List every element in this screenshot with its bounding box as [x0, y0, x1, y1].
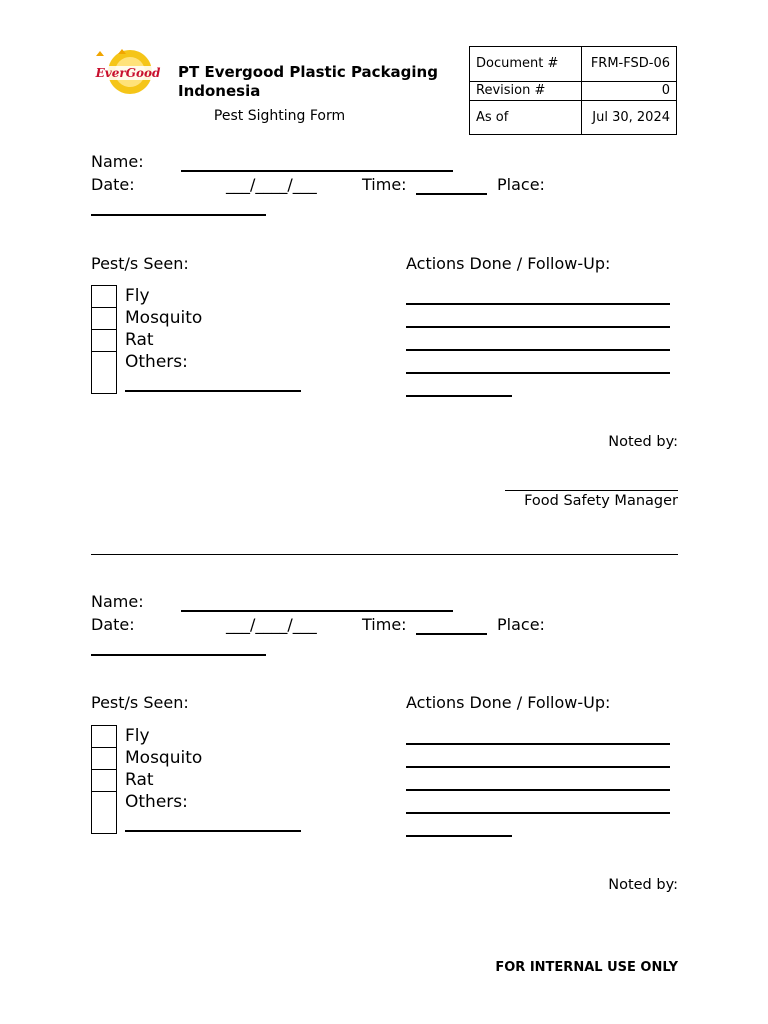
- pests-seen-label: Pest/s Seen:: [91, 693, 189, 712]
- actions-line[interactable]: [406, 372, 670, 374]
- as-of-label: As of: [470, 101, 582, 135]
- date-label: Date:: [91, 615, 135, 634]
- mosquito-checkbox[interactable]: [91, 747, 117, 770]
- date-label: Date:: [91, 175, 135, 194]
- name-field[interactable]: [181, 610, 453, 612]
- others-checkbox[interactable]: [91, 791, 117, 834]
- pest-option-mosquito: Mosquito: [125, 308, 203, 328]
- mosquito-checkbox[interactable]: [91, 307, 117, 330]
- time-label: Time:: [362, 615, 407, 634]
- place-field[interactable]: [91, 214, 266, 216]
- pests-seen-label: Pest/s Seen:: [91, 254, 189, 273]
- place-field[interactable]: [91, 654, 266, 656]
- revision-label: Revision #: [470, 82, 582, 101]
- others-checkbox[interactable]: [91, 351, 117, 394]
- actions-line[interactable]: [406, 812, 670, 814]
- pest-option-mosquito: Mosquito: [125, 748, 203, 768]
- actions-line[interactable]: [406, 349, 670, 351]
- as-of-value: Jul 30, 2024: [582, 101, 677, 135]
- date-field[interactable]: ___/____/___: [226, 615, 317, 634]
- document-number-value: FRM-FSD-06: [582, 47, 677, 82]
- actions-line[interactable]: [406, 303, 670, 305]
- rat-checkbox[interactable]: [91, 769, 117, 792]
- name-field[interactable]: [181, 170, 453, 172]
- document-number-label: Document #: [470, 47, 582, 82]
- actions-line[interactable]: [406, 835, 512, 837]
- svg-text:EverGood: EverGood: [95, 66, 161, 80]
- pest-option-others: Others:: [125, 352, 188, 372]
- noted-by-label: Noted by:: [608, 434, 678, 450]
- pest-option-others: Others:: [125, 792, 188, 812]
- place-label: Place:: [497, 615, 545, 634]
- pest-option-fly: Fly: [125, 286, 150, 306]
- pest-form-section-2: [0, 440, 768, 893]
- fly-checkbox[interactable]: [91, 285, 117, 308]
- actions-label: Actions Done / Follow-Up:: [406, 693, 611, 712]
- date-field[interactable]: ___/____/___: [226, 175, 317, 194]
- actions-line[interactable]: [406, 743, 670, 745]
- noted-by-label: Noted by:: [608, 877, 678, 893]
- place-label: Place:: [497, 175, 545, 194]
- actions-line[interactable]: [406, 789, 670, 791]
- others-field[interactable]: [125, 830, 301, 832]
- time-field[interactable]: [416, 633, 487, 635]
- time-field[interactable]: [416, 193, 487, 195]
- signatory-title: Food Safety Manager: [524, 493, 678, 509]
- actions-line[interactable]: [406, 395, 512, 397]
- others-field[interactable]: [125, 390, 301, 392]
- pest-option-rat: Rat: [125, 330, 154, 350]
- revision-value: 0: [582, 82, 677, 101]
- form-title: Pest Sighting Form: [213, 108, 346, 124]
- internal-use-notice: FOR INTERNAL USE ONLY: [495, 960, 678, 975]
- actions-label: Actions Done / Follow-Up:: [406, 254, 611, 273]
- pest-option-rat: Rat: [125, 770, 154, 790]
- company-name: PT Evergood Plastic Packaging Indonesia: [178, 63, 438, 100]
- pest-option-fly: Fly: [125, 726, 150, 746]
- name-label: Name:: [91, 592, 144, 611]
- time-label: Time:: [362, 175, 407, 194]
- actions-line[interactable]: [406, 766, 670, 768]
- fly-checkbox[interactable]: [91, 725, 117, 748]
- pest-form-section-1: [0, 0, 768, 509]
- actions-line[interactable]: [406, 326, 670, 328]
- name-label: Name:: [91, 152, 144, 171]
- rat-checkbox[interactable]: [91, 329, 117, 352]
